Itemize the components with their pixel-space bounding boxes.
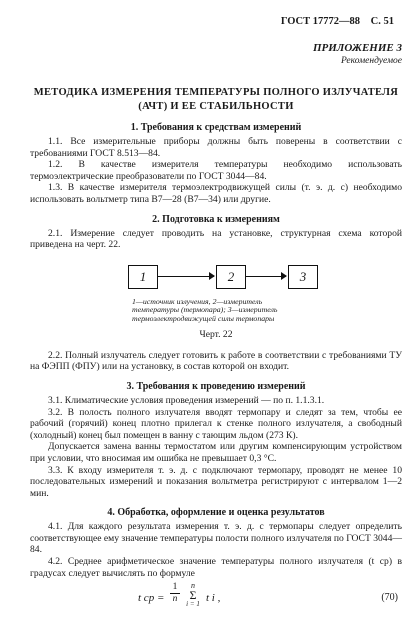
document-title (30, 86, 402, 114)
paragraph-1-2: 1.2. В качестве измерителя температуры необходимо использовать термоэлектрические преобразователи по ГОСТ 3044—84. (30, 159, 402, 182)
paragraph-1-3: 1.3. В качестве измерителя термоэлектродвижущей силы (т. э. д. с) необходимо использовать вольтметр типа В7—28 (В7—34) или другие. (30, 182, 402, 205)
appendix-status: Рекомендуемое (340, 56, 402, 66)
diagram-block-1: 1 (128, 265, 158, 289)
formula-sum-top: n (191, 581, 195, 591)
page-number: С. 51 (370, 16, 394, 27)
diagram-block-3: 3 (288, 265, 318, 289)
title-line-2: (АЧТ) И ЕЕ СТАБИЛЬНОСТИ (138, 101, 294, 112)
paragraph-2-1: 2.1. Измерение следует проводить на установке, структурная схема которой приведена на черт. 22. (30, 227, 402, 251)
diagram-arrow-1 (158, 276, 214, 277)
diagram-arrow-2 (246, 276, 286, 277)
title-line-1: МЕТОДИКА ИЗМЕРЕНИЯ ТЕМПЕРАТУРЫ ПОЛНОГО ИЗЛУЧАТЕЛЯ (33, 87, 399, 98)
paragraph-4-1: 4.1. Для каждого результата измерения т. э. д. с термопары следует определить соответствующее ему значение температуры полости полного излучателя по ГОСТ 3044—84. (30, 521, 402, 556)
paragraph-2-2: 2.2. Полный излучатель следует готовить к работе в соответствии с требованиями ТУ на ФЭПП (ФПУ) или на установку, в состав которой он входит. (30, 349, 402, 373)
section-heading-2: 2. Подготовка к измерениям (152, 213, 280, 225)
figure-label: Черт. 22 (199, 328, 233, 340)
formula-sum (186, 581, 200, 610)
formula-fraction (170, 582, 180, 605)
document-page (30, 16, 402, 615)
paragraph-3-1: 3.1. Климатические условия проведения измерений — по п. 1.1.3.1. (48, 394, 325, 406)
paragraph-4-2: 4.2. Среднее арифметическое значение температуры полного излучателя (t ср) в градусах следует вычислять по формуле (30, 556, 402, 579)
paragraph-3-3: 3.3. К входу измерителя т. э. д. с подключают термопару, проводят не менее 10 последовательных измерений и показания вольтметра регистрируют с интервалом 1—2 мин. (30, 464, 402, 499)
formula-lhs: t ср = (138, 592, 165, 605)
mean-temperature-formula (30, 581, 402, 615)
formula-sum-bottom: i = 1 (186, 600, 200, 609)
paragraph-1-1: 1.1. Все измерительные приборы должны быть поверены в соответствии с требованиями ГОСТ 8.513—84. (30, 136, 402, 159)
paragraph-3-2: 3.2. В полость полного излучателя вводят термопару и следят за тем, чтобы ее рабочий (горячий) конец плотно прилегал к стенке полного излучателя, а свободный (холодный) конец был помещен в ванну с тающим льдом (273 К). (30, 406, 402, 441)
formula-rhs: t i , (206, 592, 221, 605)
formula-denominator: n (172, 594, 178, 605)
page-header (30, 16, 402, 30)
section-heading-4: 4. Обработка, оформление и оценка результатов (107, 507, 325, 519)
formula-numerator: 1 (170, 582, 180, 594)
paragraph-3-2-note: Допускается замена ванны термостатом или другим компенсирующим устройством при условии, что вносимая им ошибка не превышает 0,3 °С. (30, 441, 402, 464)
block-diagram (30, 259, 402, 325)
standard-number: ГОСТ 17772—88 (280, 16, 361, 27)
diagram-block-2: 2 (216, 265, 246, 289)
appendix-label: ПРИЛОЖЕНИЕ 3 (312, 42, 402, 54)
formula-number: (70) (381, 592, 398, 604)
section-heading-1: 1. Требования к средствам измерений (130, 122, 302, 133)
section-heading-3: 3. Требования к проведению измерений (126, 380, 306, 392)
diagram-caption: 1—источник излучения, 2—измеритель температуры (термопара); 3—измеритель термоэлектродвижущей силы термопары (132, 296, 278, 323)
formula-sum-symbol: Σ (189, 587, 197, 602)
